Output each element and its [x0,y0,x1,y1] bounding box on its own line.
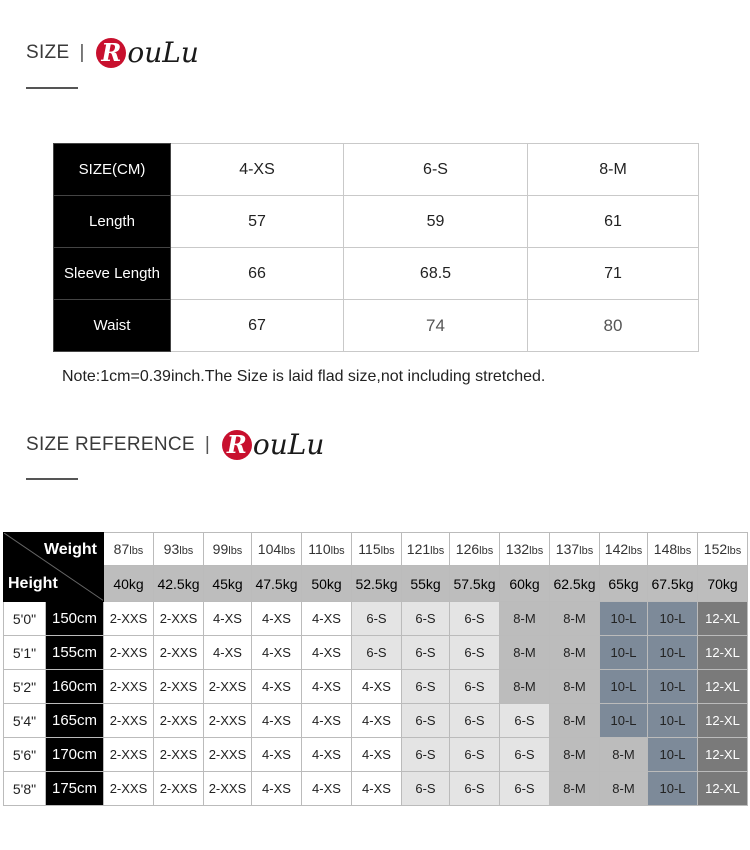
size-cell: 4-XS [204,636,252,670]
row-label: Sleeve Length [54,248,171,300]
size-cell: 8-M [550,738,600,772]
size-cell: 4-XS [352,670,402,704]
weight-lbs-cell: 132lbs [500,533,550,566]
height-cm-cell: 170cm [46,738,104,772]
table-row [4,704,748,738]
weight-kg-cell: 62.5kg [550,566,600,602]
size-cell: 8-M [550,636,600,670]
height-ft-cell: 5'4" [4,704,46,738]
brand-name-rest: ouLu [252,428,325,461]
size-cell: 12-XL [698,738,748,772]
size-cell: 6-S [352,636,402,670]
weight-lbs-cell: 99lbs [204,533,252,566]
size-cell: 8-M [500,670,550,704]
table-cell: 67 [171,300,344,352]
table-corner [4,533,104,602]
table-cell: 66 [171,248,344,300]
size-cell: 10-L [600,636,648,670]
weight-lbs-cell: 121lbs [402,533,450,566]
row-label: Length [54,196,171,248]
size-cell: 6-S [450,738,500,772]
weight-kg-cell: 50kg [302,566,352,602]
heading-separator: | [204,433,210,455]
size-reference-heading [26,428,324,461]
weight-kg-cell: 67.5kg [648,566,698,602]
weight-kg-cell: 52.5kg [352,566,402,602]
height-ft-cell: 5'0" [4,602,46,636]
size-cell: 6-S [450,670,500,704]
weight-kg-cell: 40kg [104,566,154,602]
size-cell: 4-XS [352,772,402,806]
size-cell: 2-XXS [104,636,154,670]
size-cell: 8-M [500,602,550,636]
height-cm-cell: 150cm [46,602,104,636]
heading-underline [26,478,78,480]
size-cell: 6-S [500,772,550,806]
size-cell: 4-XS [302,704,352,738]
size-cell: 6-S [402,772,450,806]
weight-lbs-cell: 87lbs [104,533,154,566]
heading-underline [26,87,78,89]
brand-logo [222,428,325,461]
size-cell: 4-XS [252,602,302,636]
size-cell: 10-L [648,738,698,772]
size-cell: 8-M [600,738,648,772]
height-cm-cell: 165cm [46,704,104,738]
weight-lbs-cell: 142lbs [600,533,648,566]
size-cell: 8-M [550,670,600,704]
size-cell: 12-XL [698,602,748,636]
size-cell: 6-S [500,704,550,738]
size-table-header: 8-M [528,144,699,196]
weight-lbs-cell: 137lbs [550,533,600,566]
heading-separator: | [79,41,85,63]
weight-lbs-cell: 93lbs [154,533,204,566]
weight-kg-cell: 42.5kg [154,566,204,602]
size-cell: 2-XXS [104,670,154,704]
size-cell: 6-S [500,738,550,772]
table-row [4,602,748,636]
table-cell: 57 [171,196,344,248]
table-cell: 68.5 [344,248,528,300]
size-cell: 12-XL [698,670,748,704]
size-reference-table [3,532,748,806]
weight-kg-cell: 45kg [204,566,252,602]
weight-kg-cell: 65kg [600,566,648,602]
brand-name-rest: ouLu [127,36,199,69]
weight-kg-cell: 60kg [500,566,550,602]
height-cm-cell: 155cm [46,636,104,670]
size-cell: 6-S [402,738,450,772]
size-cell: 6-S [402,704,450,738]
table-row [4,670,748,704]
size-cell: 2-XXS [204,772,252,806]
size-cell: 4-XS [302,738,352,772]
size-cell: 4-XS [252,636,302,670]
weight-lbs-cell: 104lbs [252,533,302,566]
size-cell: 2-XXS [104,772,154,806]
height-cm-cell: 160cm [46,670,104,704]
weight-kg-cell: 47.5kg [252,566,302,602]
size-cell: 2-XXS [154,602,204,636]
size-cell: 4-XS [352,738,402,772]
size-cell: 6-S [352,602,402,636]
weight-kg-cell: 55kg [402,566,450,602]
table-cell: 80 [528,300,699,352]
size-cell: 6-S [450,636,500,670]
height-ft-cell: 5'6" [4,738,46,772]
size-note: Note:1cm=0.39inch.The Size is laid flad size,not including stretched. [62,368,546,385]
size-cell: 10-L [648,670,698,704]
brand-logo [96,36,199,69]
table-cell: 74 [344,300,528,352]
table-row [4,738,748,772]
size-table-header: SIZE(CM) [54,144,171,196]
weight-kg-cell: 57.5kg [450,566,500,602]
weight-lbs-cell: 110lbs [302,533,352,566]
height-ft-cell: 5'2" [4,670,46,704]
size-cell: 2-XXS [204,704,252,738]
size-cell: 8-M [550,772,600,806]
height-cm-cell: 175cm [46,772,104,806]
size-cell: 10-L [600,704,648,738]
size-cell: 4-XS [352,704,402,738]
size-cell: 12-XL [698,772,748,806]
size-cell: 8-M [500,636,550,670]
size-cell: 2-XXS [104,602,154,636]
size-cell: 4-XS [252,704,302,738]
table-cell: 71 [528,248,699,300]
size-cell: 6-S [450,704,500,738]
size-cell: 2-XXS [104,738,154,772]
size-cell: 6-S [450,602,500,636]
size-cell: 6-S [402,636,450,670]
size-cell: 4-XS [302,602,352,636]
brand-initial: R [96,38,126,68]
size-cell: 2-XXS [204,738,252,772]
size-cell: 2-XXS [154,738,204,772]
table-cell: 59 [344,196,528,248]
size-cell: 10-L [600,670,648,704]
size-cell: 2-XXS [104,704,154,738]
height-ft-cell: 5'8" [4,772,46,806]
size-cell: 6-S [402,602,450,636]
size-heading [26,36,199,69]
weight-lbs-cell: 152lbs [698,533,748,566]
size-heading-label: SIZE [26,41,70,63]
size-cell: 10-L [648,772,698,806]
size-cell: 2-XXS [154,636,204,670]
size-cell: 2-XXS [154,670,204,704]
size-cell: 12-XL [698,704,748,738]
weight-lbs-cell: 115lbs [352,533,402,566]
size-cell: 4-XS [204,602,252,636]
size-cell: 10-L [648,636,698,670]
size-cell: 12-XL [698,636,748,670]
size-table-header: 6-S [344,144,528,196]
size-cell: 2-XXS [204,670,252,704]
size-cell: 4-XS [252,670,302,704]
weight-lbs-cell: 126lbs [450,533,500,566]
height-label: Height [8,575,58,592]
size-cell: 4-XS [302,772,352,806]
size-cell: 4-XS [252,738,302,772]
row-label: Waist [54,300,171,352]
brand-initial: R [222,430,252,460]
size-cell: 6-S [450,772,500,806]
table-row [4,636,748,670]
size-cell: 8-M [600,772,648,806]
size-cell: 6-S [402,670,450,704]
size-cell: 8-M [550,602,600,636]
table-cell: 61 [528,196,699,248]
size-cell: 8-M [550,704,600,738]
size-cell: 2-XXS [154,772,204,806]
size-cell: 10-L [648,704,698,738]
size-reference-label: SIZE REFERENCE [26,433,195,455]
weight-lbs-cell: 148lbs [648,533,698,566]
size-cell: 4-XS [252,772,302,806]
size-cell: 4-XS [302,636,352,670]
size-cell: 10-L [600,602,648,636]
table-row [4,772,748,806]
size-table [53,143,699,352]
size-table-header: 4-XS [171,144,344,196]
height-ft-cell: 5'1" [4,636,46,670]
weight-label: Weight [43,541,97,558]
size-cell: 2-XXS [154,704,204,738]
weight-kg-cell: 70kg [698,566,748,602]
size-cell: 10-L [648,602,698,636]
size-cell: 4-XS [302,670,352,704]
